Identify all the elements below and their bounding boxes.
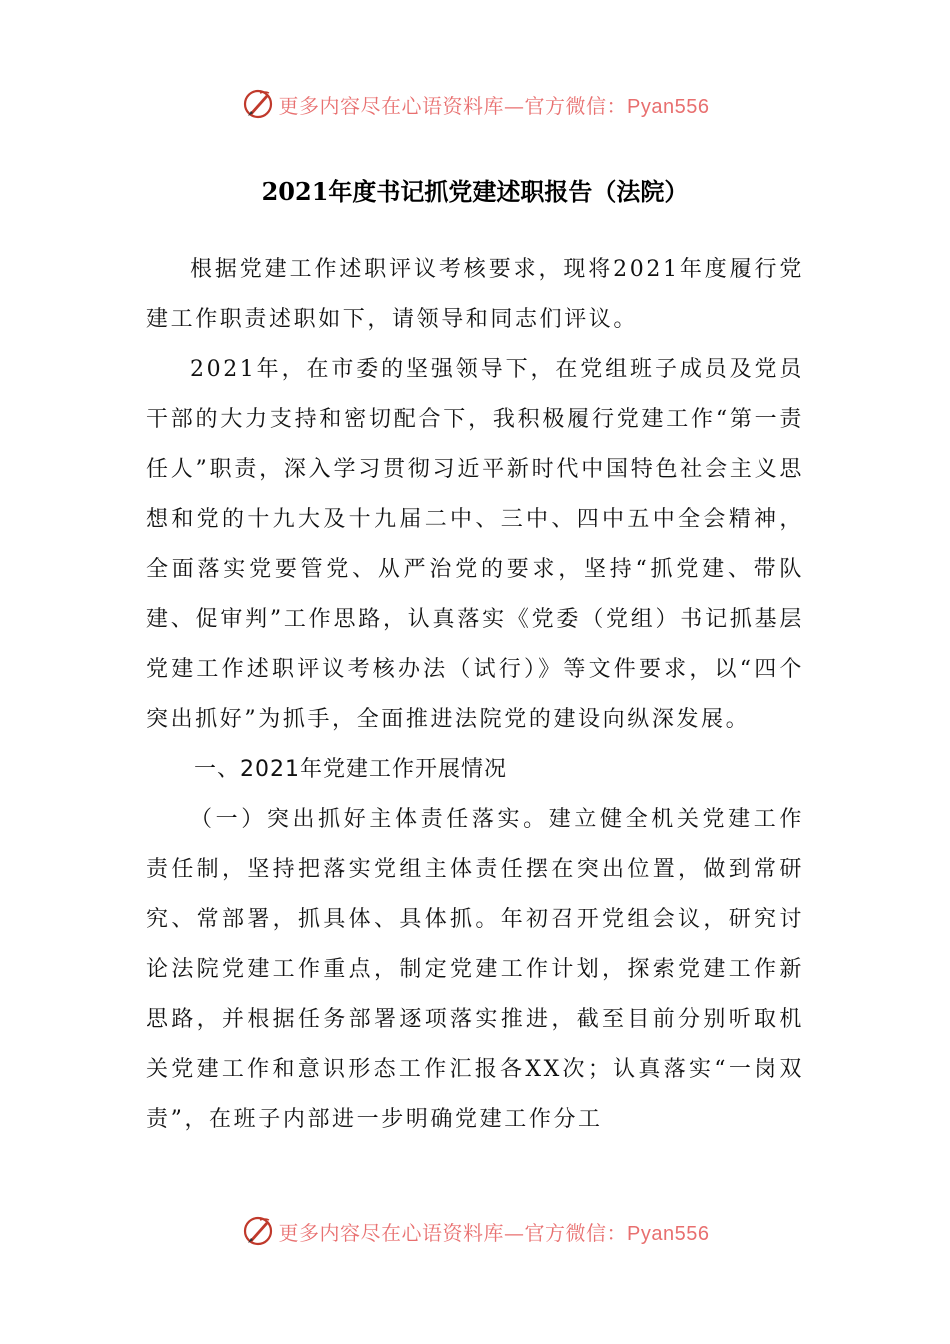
summary-paragraph: 2021年，在市委的坚强领导下，在党组班子成员及党员干部的大力支持和密切配合下，我积极履行党建工作“第一责任人”职责，深入学习贯彻习近平新时代中国特色社会主义思想和党的十九大及十九届二中、三中、四中五中全会精神，全面落实党要管党、从严治党的要求，坚持“抓党建、带队建、促审判”工作思路，认真落实《党委（党组）书记抓基层党建工作述职评议考核办法（试行）》等文件要求，以“四个突出抓好”为抓手，全面推进法院党的建设向纵深发展。 (146, 357, 804, 732)
quill-logo-icon (241, 87, 275, 121)
footer-watermark-banner (0, 1211, 950, 1251)
banner-text (279, 1217, 710, 1246)
document-title: 2021年度书记抓党建述职报告（法院） (261, 177, 689, 206)
banner-wechat-id: Pyan556 (627, 1222, 710, 1245)
section-paragraph: （一）突出抓好主体责任落实。建立健全机关党建工作责任制，坚持把落实党组主体责任摆在突出位置，做到常研究、常部署，抓具体、具体抓。年初召开党组会议，研究讨论法院党建工作重点，制定党建工作计划，探索党建工作新思路，并根据任务部署逐项落实推进，截至目前分别听取机关党建工作和意识形态工作汇报各XX次；认真落实“一岗双责”，在班子内部进一步明确党建工作分工 (146, 807, 804, 1132)
banner-main-text: 更多内容尽在心语资料库—官方微信： (278, 93, 628, 118)
intro-paragraph: 根据党建工作述职评议考核要求，现将2021年度履行党建工作职责述职如下，请领导和同志们评议。 (146, 257, 804, 332)
banner-main-text: 更多内容尽在心语资料库—官方微信： (278, 1220, 628, 1245)
header-watermark-banner (0, 84, 950, 124)
quill-logo-icon (241, 1214, 275, 1248)
banner-text (279, 90, 710, 119)
banner-wechat-id: Pyan556 (627, 95, 710, 118)
document-body (146, 245, 804, 1145)
section-heading: 一、2021年党建工作开展情况 (194, 757, 507, 782)
